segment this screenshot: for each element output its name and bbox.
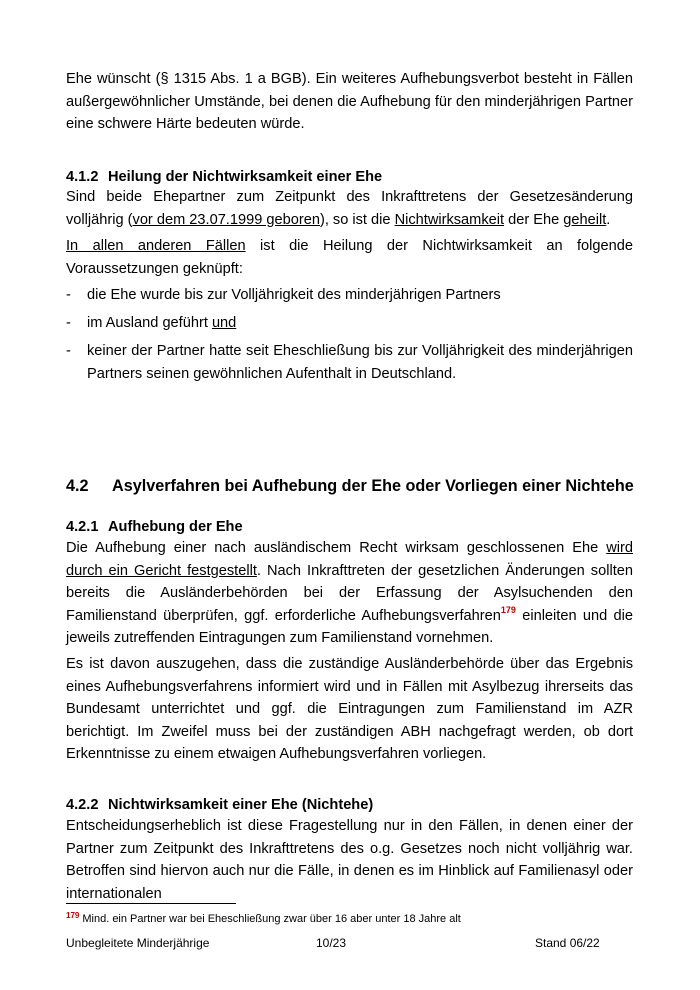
underlined-date: vor dem 23.07.1999 geboren bbox=[132, 211, 320, 228]
list-dash: - bbox=[66, 315, 71, 331]
text-run: . Nach Inkrafttreten der gesetzlichen Änderungen sollten bereits die Ausländerbehörden bei der Erfassung der Asylsuchenden den Familienstand überprüfen, ggf. erforderliche Aufhebungsverfahren bbox=[66, 562, 633, 624]
paragraph-4-1-2-b bbox=[66, 235, 633, 280]
footer-left: Unbegleitete Minderjährige bbox=[66, 936, 210, 950]
paragraph-4-1-2-a bbox=[66, 186, 633, 231]
paragraph-4-2-2-a bbox=[66, 815, 633, 905]
heading-number: 4.2 bbox=[66, 477, 89, 495]
text-run: Sind beide Ehepartner zum Zeitpunkt des Inkrafttretens der Gesetzesänderung volljährig ( bbox=[66, 189, 633, 228]
underlined-gericht: wird durch ein Gericht festgestellt bbox=[66, 540, 633, 579]
list-item bbox=[66, 340, 633, 385]
heading-title: Aufhebung der Ehe bbox=[108, 519, 243, 535]
heading-number: 4.2.1 bbox=[66, 519, 99, 535]
text-run: ), so ist die bbox=[319, 211, 395, 228]
underlined-geheilt: geheilt bbox=[563, 211, 607, 228]
heading-4-2-2 bbox=[66, 795, 373, 815]
footnote bbox=[66, 909, 461, 926]
footnote-reference[interactable]: 179 bbox=[500, 604, 516, 615]
heading-title: Nichtwirksamkeit einer Ehe (Nichtehe) bbox=[108, 797, 374, 813]
text-run: Entscheidungserheblich ist diese Fragestellung nur in den Fällen, in denen einer der Partner zum Zeitpunkt des Inkrafttretens des o.g. Gesetzes noch nicht volljährig war. Betroffen sind hiervon auch nur die Fälle, in denen es im Hinblick auf Familienasyl oder internationalen bbox=[66, 818, 633, 902]
paragraph-4-2-1-a bbox=[66, 537, 633, 650]
list-dash: - bbox=[66, 287, 71, 303]
text-run: einleiten und die jeweils zutreffenden Eintragungen zum Familienstand vornehmen. bbox=[66, 607, 633, 646]
text-run: Es ist davon auszugehen, dass die zuständige Ausländerbehörde über das Ergebnis eines Aufhebungsverfahrens informiert wird und in Fällen mit Asylbezug ihrerseits das Bundesamt unterrichtet und ggf. die Eintragungen zum Familienstand im AZR berichtigt. Im Zweifel muss bei der zuständigen ABH nachgefragt werden, ob dort Erkenntnisse zu einem etwaigen Aufhebungsverfahren vorliegen. bbox=[66, 656, 633, 762]
list-item-text: die Ehe wurde bis zur Volljährigkeit des minderjährigen Partners bbox=[87, 287, 501, 303]
list-item bbox=[66, 312, 633, 335]
text-run: im Ausland geführt bbox=[87, 315, 212, 331]
text-run: der Ehe bbox=[504, 211, 564, 228]
footer-right: Stand 06/22 bbox=[535, 936, 600, 950]
text-run: Die Aufhebung einer nach ausländischem Recht wirksam geschlossenen Ehe bbox=[66, 540, 607, 556]
intro-text: Ehe wünscht (§ 1315 Abs. 1 a BGB). Ein weiteres Aufhebungsverbot besteht in Fällen außergewöhnlicher Umstände, bei denen die Aufhebung für den minderjährigen Partner eine schwere Härte bedeuten würde. bbox=[66, 71, 633, 132]
text-run: ist die Heilung der Nichtwirksamkeit an folgende Voraussetzungen geknüpft: bbox=[66, 238, 633, 277]
underlined-in-allen-anderen-faellen: In allen anderen Fällen bbox=[66, 238, 246, 254]
list-item-text bbox=[87, 312, 633, 335]
text-run: . bbox=[606, 211, 611, 228]
heading-title: Asylverfahren bei Aufhebung der Ehe oder Vorliegen einer Nichtehe bbox=[112, 477, 634, 495]
underlined-und: und bbox=[211, 315, 237, 331]
heading-4-1-2 bbox=[66, 167, 382, 187]
list-dash: - bbox=[66, 343, 71, 359]
heading-number: 4.2.2 bbox=[66, 797, 99, 813]
footnote-text: Mind. ein Partner war bei Eheschließung zwar über 16 aber unter 18 Jahre alt bbox=[82, 913, 461, 925]
heading-number: 4.1.2 bbox=[66, 169, 99, 185]
footnote-number: 179 bbox=[66, 911, 80, 920]
list-item bbox=[66, 284, 633, 307]
page-number: 10/23 bbox=[316, 936, 347, 950]
paragraph-4-2-1-b bbox=[66, 653, 633, 766]
footnote-separator bbox=[66, 903, 236, 904]
heading-4-2-1 bbox=[66, 517, 243, 537]
heading-4-2 bbox=[66, 475, 634, 497]
underlined-nichtwirksamkeit: Nichtwirksamkeit bbox=[394, 211, 505, 228]
list-item-text: keiner der Partner hatte seit Eheschließung bis zur Volljährigkeit des minderjährigen Partners seinen gewöhnlichen Aufenthalt in Deutschland. bbox=[87, 343, 633, 382]
intro-paragraph bbox=[66, 68, 633, 136]
heading-title: Heilung der Nichtwirksamkeit einer Ehe bbox=[108, 169, 383, 185]
